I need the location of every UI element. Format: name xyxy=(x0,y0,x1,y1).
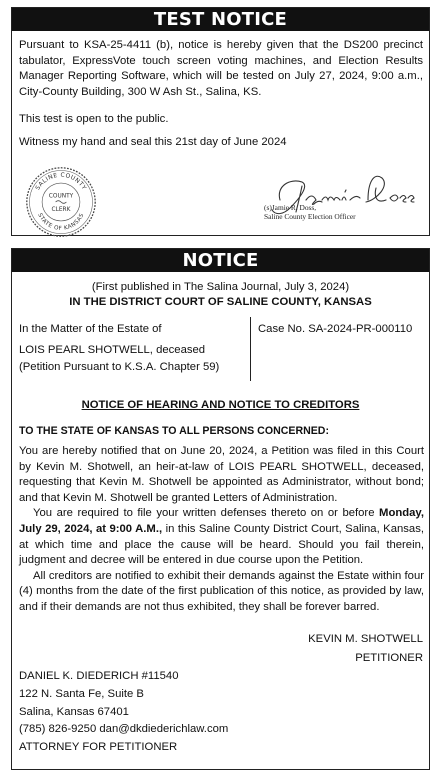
attorney-contact: (785) 826-9250 dan@dkdiederichlaw.com xyxy=(19,723,229,736)
publication-line: (First published in The Salina Journal, July 3, 2024) xyxy=(91,281,350,293)
attorney-block xyxy=(19,668,228,757)
court-heading: IN THE DISTRICT COURT OF SALINE COUNTY, KANSAS xyxy=(69,296,372,308)
case-divider xyxy=(250,317,251,381)
signer-title: Saline County Election Officer xyxy=(264,212,356,222)
estate-matter: In the Matter of the Estate of xyxy=(19,323,162,335)
hearing-heading: NOTICE OF HEARING AND NOTICE TO CREDITORS xyxy=(81,399,360,411)
test-notice-title: TEST NOTICE xyxy=(12,8,429,31)
defense-paragraph xyxy=(19,506,424,568)
signature-caption xyxy=(264,203,356,222)
creditors-paragraph: All creditors are notified to exhibit their demands against the Estate within four (4) months from the date of the first publication of this notice, as provided by law, and if their demands are not thus exhibited, they shall be forever barred. xyxy=(19,569,424,613)
attorney-name: DANIEL K. DIEDERICH #11540 xyxy=(19,670,179,682)
public-statement: This test is open to the public. xyxy=(19,113,169,125)
seal-center-line-2: CLERK xyxy=(51,207,71,213)
seal-ring-bottom: STATE OF KANSAS xyxy=(36,212,86,232)
addressee-line: TO THE STATE OF KANSAS TO ALL PERSONS CONCERNED: xyxy=(19,425,329,437)
county-clerk-seal xyxy=(25,166,97,238)
witness-statement: Witness my hand and seal this 21st day of June 2024 xyxy=(19,136,287,148)
seal-center-line-1: COUNTY xyxy=(48,193,74,200)
attorney-address-1: 122 N. Santa Fe, Suite B xyxy=(19,687,144,700)
svg-text:SALINE COUNTY xyxy=(34,172,87,192)
decedent-name: LOIS PEARL SHOTWELL, deceased xyxy=(19,344,206,356)
attorney-address-2: Salina, Kansas 67401 xyxy=(19,705,129,718)
petition-type: (Petition Pursuant to K.S.A. Chapter 59) xyxy=(19,361,220,373)
notice-title: NOTICE xyxy=(12,249,429,272)
seal-ring-top: SALINE COUNTY xyxy=(34,171,88,192)
hearing-date: Monday, July 29, 2024, at 9:00 A.M., xyxy=(19,507,425,535)
svg-text:STATE OF KANSAS xyxy=(36,212,85,231)
petition-paragraph: You are hereby notified that on June 20, 2024, a Petition was filed in this Court by Kevin M. Shotwell, an heir-at-law of LOIS PEARL SHOTWELL, deceased, requesting that Kevin M. Shotwell be appointed as Administrator, without bond; and that Kevin M. Shotwell be granted Letters of Administration. xyxy=(19,445,424,504)
signature-image xyxy=(250,156,420,236)
notice-body xyxy=(19,444,424,616)
attorney-role: ATTORNEY FOR PETITIONER xyxy=(19,741,178,754)
petitioner-name: KEVIN M. SHOTWELL xyxy=(308,633,423,645)
signer-name: (s)Jamie R. Doss, xyxy=(264,203,317,212)
test-notice-body: Pursuant to KSA-25-4411 (b), notice is hereby given that the DS200 precinct tabulator, ExpressVote touch screen voting machines, and Election Results Manager Reporting Software, which will be tested on July 27, 2024, 9:00 a.m., City-County Building, 300 W Ash St., Salina, KS. xyxy=(19,39,423,98)
defense-text-a: You are required to file your written defenses thereto on or before xyxy=(33,507,375,520)
test-notice-box xyxy=(11,7,430,236)
petitioner-label: PETITIONER xyxy=(355,651,423,664)
case-number: Case No. SA-2024-PR-000110 xyxy=(258,323,413,335)
notice-box xyxy=(11,248,430,770)
defense-text-b: in this Saline County District Court, Salina, Kansas, at which time and place the cause will be heard. Should you fail therein, judgment and decree will be entered in due course upon the Petition. xyxy=(19,522,425,567)
petitioner-block xyxy=(308,632,423,666)
